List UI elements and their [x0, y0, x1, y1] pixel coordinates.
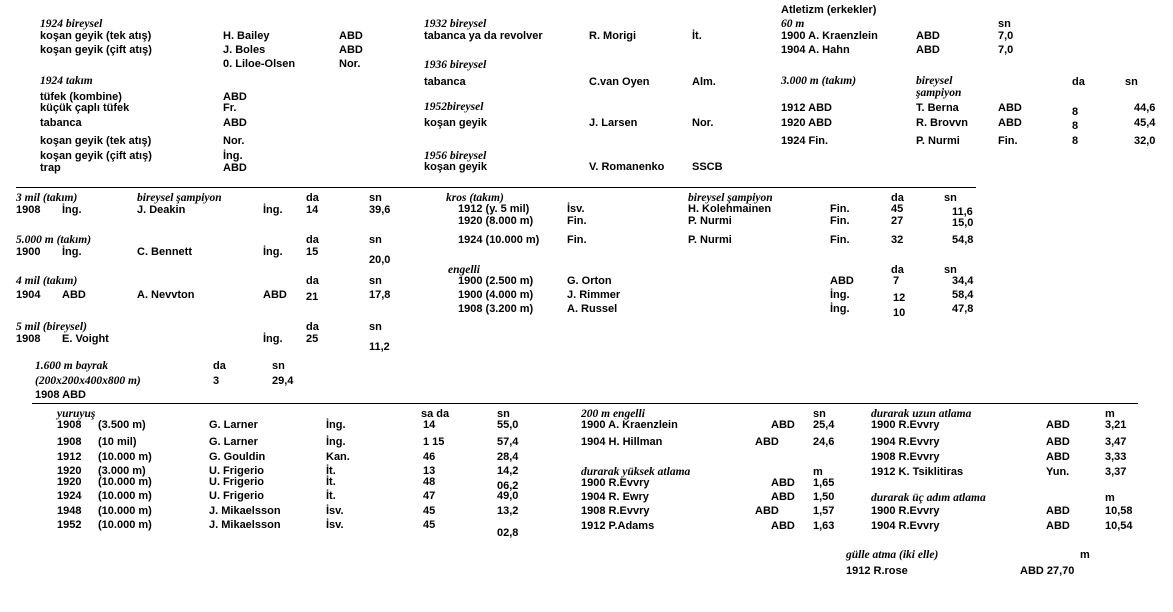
column-header: sa da: [421, 408, 450, 420]
distance: (3.500 m): [98, 419, 146, 431]
result-distance: 3,47: [1105, 436, 1127, 448]
result-distance: 1,65: [813, 477, 835, 489]
athlete-name: P. Nurmi: [688, 215, 732, 227]
country-code: ABD: [771, 477, 795, 489]
year: 1920 (8.000 m): [458, 215, 534, 227]
column-header: da: [306, 275, 319, 287]
result-minutes: 1 15: [423, 436, 445, 448]
country-code: ABD: [771, 491, 795, 503]
country-code: ABD: [998, 102, 1022, 114]
country-code: İng.: [223, 150, 243, 162]
result-time: 54,8: [952, 234, 974, 246]
country-code: ABD: [1046, 419, 1070, 431]
athlete-name: P. Nurmi: [916, 135, 960, 147]
result-minutes: 7: [893, 275, 900, 287]
section-heading: durarak yüksek atlama: [581, 466, 691, 478]
athlete-name: 1900 A. Kraenzlein: [781, 30, 878, 42]
column-header: sn: [944, 192, 957, 204]
athlete-name: T. Berna: [916, 102, 959, 114]
section-heading: durarak uzun atlama: [871, 408, 972, 420]
country-code: İng.: [326, 419, 346, 431]
country-code: İt.: [326, 476, 336, 488]
country-code: İng.: [830, 289, 850, 301]
country-code: İng.: [830, 303, 850, 315]
country-code: ABD: [771, 520, 795, 532]
result-distance: 3,37: [1105, 466, 1127, 478]
athlete-name: P. Nurmi: [688, 234, 732, 246]
result-minutes: 3: [213, 375, 220, 387]
result-minutes: 8: [1072, 120, 1079, 132]
distance: (10.000 m): [98, 519, 152, 531]
athlete-name: A. Russel: [567, 303, 618, 315]
section-subheading: bireysel şampiyon: [688, 192, 773, 204]
result-time: 44,6: [1134, 102, 1156, 114]
result-distance: 3,21: [1105, 419, 1127, 431]
athlete-name: U. Frigerio: [209, 490, 265, 502]
column-header: sn: [272, 360, 285, 372]
section-heading: 3 mil (takım): [16, 192, 78, 204]
section-subheading: bireysel: [916, 75, 953, 87]
team-name: ABD: [62, 289, 86, 301]
athlete-name: R. Morigi: [589, 30, 637, 42]
section-heading: 1936 bireysel: [424, 59, 487, 71]
country-code: ABD: [771, 419, 795, 431]
result-time: 55,0: [497, 419, 519, 431]
athlete-name: 1912 K. Tsiklitiras: [871, 466, 964, 478]
column-header: sn: [369, 321, 382, 333]
year: 1920: [57, 465, 82, 477]
country-code: ABD: [339, 44, 363, 56]
country-code: ABD: [339, 30, 363, 42]
result-minutes: 32: [891, 234, 904, 246]
result-time: 11,2: [369, 341, 390, 353]
athlete-name: 1908 R.Evvry: [581, 505, 650, 517]
event-label: trap: [40, 162, 61, 174]
country-code: Fin.: [830, 234, 850, 246]
country-code: ABD: [223, 117, 247, 129]
result-time: 24,6: [813, 436, 835, 448]
country-code: Nor.: [339, 58, 361, 70]
athlete-name: H. Kolehmainen: [688, 203, 772, 215]
result-time: 29,4: [272, 375, 294, 387]
country-code: ABD: [263, 289, 287, 301]
result-time: 11,6: [952, 206, 973, 218]
event-label: koşan geyik (tek atış): [40, 30, 152, 42]
event-label: koşan geyik (tek atış): [40, 135, 152, 147]
athlete-name: J. Rimmer: [567, 289, 621, 301]
athlete-name: C.van Oyen: [589, 76, 650, 88]
distance: (10.000 m): [98, 451, 152, 463]
athlete-name: 0. Liloe-Olsen: [223, 58, 296, 70]
event-label: koşan geyik (çift atış): [40, 44, 152, 56]
country-code: ABD: [916, 30, 940, 42]
team-name: Fin.: [567, 215, 587, 227]
athlete-name: 1908 R.Evvry: [871, 451, 940, 463]
year: 1908: [57, 419, 82, 431]
column-header: sn: [813, 408, 826, 420]
column-header: da: [306, 192, 319, 204]
result-minutes: 12: [893, 292, 906, 304]
distance: (3.000 m): [98, 465, 146, 477]
section-heading: 1924 bireysel: [40, 18, 103, 30]
result-time: 57,4: [497, 436, 519, 448]
team-name: 1920 ABD: [781, 117, 832, 129]
athlete-name: V. Romanenko: [589, 161, 665, 173]
section-heading: 1932 bireysel: [424, 18, 487, 30]
column-header: m: [1105, 492, 1115, 504]
year: 1952: [57, 519, 82, 531]
athlete-name: U. Frigerio: [209, 465, 265, 477]
athlete-name: 1912 R.rose: [846, 565, 908, 577]
event-label: küçük çaplı tüfek: [40, 102, 130, 114]
result-minutes: 48: [423, 476, 436, 488]
country-code: ABD: [998, 117, 1022, 129]
result-minutes: 25: [306, 333, 319, 345]
section-heading: 4 mil (takım): [16, 275, 78, 287]
country-code: Fin.: [830, 215, 850, 227]
athlete-name: J. Larsen: [589, 117, 638, 129]
athlete-name: A. Nevvton: [137, 289, 195, 301]
event-label: koşan geyik (çift atış): [40, 150, 152, 162]
column-header: sn: [998, 18, 1011, 30]
result-minutes: 47: [423, 490, 436, 502]
country-code: ABD: [755, 505, 779, 517]
country-code: İt.: [326, 490, 336, 502]
column-header: da: [213, 360, 226, 372]
country-code: İt.: [326, 465, 336, 477]
country-code: ABD: [223, 91, 247, 103]
event-label: tabanca: [40, 117, 82, 129]
result-time: 49,0: [497, 490, 519, 502]
column-header: da: [891, 264, 904, 276]
column-header: da: [306, 234, 319, 246]
athlete-name: 1900 A. Kraenzlein: [581, 419, 678, 431]
team-name: İng.: [62, 204, 82, 216]
result-time: 32,0: [1134, 135, 1156, 147]
athlete-name: 1904 H. Hillman: [581, 436, 663, 448]
section-subheading: (200x200x400x800 m): [35, 375, 141, 387]
athletics-title: Atletizm (erkekler): [781, 4, 877, 16]
section-heading: engelli: [448, 264, 480, 276]
result-minutes: 10: [893, 307, 906, 319]
country-code: ABD: [223, 162, 247, 174]
country-code: ABD: [1046, 520, 1070, 532]
column-header: m: [813, 466, 823, 478]
country-code: Fr.: [223, 102, 237, 114]
result-time: 20,0: [369, 254, 391, 266]
result-time: 34,4: [952, 275, 974, 287]
result-minutes: 8: [1072, 106, 1079, 118]
year: 1908: [57, 436, 82, 448]
country-code: Kan.: [326, 451, 350, 463]
column-header: m: [1080, 549, 1090, 561]
column-header: da: [1072, 76, 1085, 88]
column-header: sn: [369, 192, 382, 204]
result-time: 7,0: [998, 44, 1014, 56]
year: 1900 (2.500 m): [458, 275, 534, 287]
athlete-name: 1900 R.Evvry: [871, 419, 940, 431]
year: 1900 (4.000 m): [458, 289, 534, 301]
result-distance: 1,50: [813, 491, 835, 503]
distance: (10.000 m): [98, 490, 152, 502]
event-label: koşan geyik: [424, 117, 487, 129]
country-code: Nor.: [223, 135, 245, 147]
result-minutes: 45: [423, 505, 436, 517]
country-code: Alm.: [692, 76, 716, 88]
section-heading: 200 m engelli: [581, 408, 645, 420]
country-code: Yun.: [1046, 466, 1070, 478]
result-minutes: 15: [306, 246, 319, 258]
country-code: ABD: [830, 275, 854, 287]
athlete-name: U. Frigerio: [209, 476, 265, 488]
distance: (10.000 m): [98, 476, 152, 488]
athlete-name: H. Bailey: [223, 30, 270, 42]
athlete-name: C. Bennett: [137, 246, 192, 258]
athlete-name: G. Gouldin: [209, 451, 266, 463]
event-label: koşan geyik: [424, 161, 487, 173]
section-heading: 1924 takım: [40, 75, 93, 87]
team-name: 1908 ABD: [35, 389, 86, 401]
result-time: 02,8: [497, 527, 519, 539]
section-heading: 1.600 m bayrak: [35, 360, 109, 372]
result-time: 39,6: [369, 204, 391, 216]
column-header: da: [306, 321, 319, 333]
country-code: İng.: [326, 436, 346, 448]
athlete-name: 1900 R.Evvry: [871, 505, 940, 517]
country-code: İng.: [263, 204, 283, 216]
column-header: sn: [944, 264, 957, 276]
column-header: sn: [369, 275, 382, 287]
athlete-name: G. Larner: [209, 419, 258, 431]
athlete-name: J. Boles: [223, 44, 266, 56]
section-heading: 5 mil (bireysel): [16, 321, 87, 333]
athlete-name: 1904 R.Evvry: [871, 520, 940, 532]
column-header: sn: [369, 234, 382, 246]
section-divider: [16, 187, 976, 188]
result-minutes: 14: [306, 204, 319, 216]
result-minutes: 27: [891, 215, 904, 227]
year: 1924: [57, 490, 82, 502]
result-distance: 10,58: [1105, 505, 1133, 517]
column-header: da: [891, 192, 904, 204]
athlete-name: 1904 A. Hahn: [781, 44, 850, 56]
column-header: m: [1105, 408, 1115, 420]
team-name: 1912 ABD: [781, 102, 832, 114]
athlete-name: E. Voight: [62, 333, 109, 345]
result-distance: ABD 27,70: [1020, 565, 1075, 577]
year: 1924 (10.000 m): [458, 234, 540, 246]
result-minutes: 45: [423, 519, 436, 531]
athlete-name: G. Larner: [209, 436, 258, 448]
team-name: 1924 Fin.: [781, 135, 829, 147]
column-header: sn: [1125, 76, 1138, 88]
result-minutes: 21: [306, 291, 319, 303]
country-code: Fin.: [998, 135, 1018, 147]
result-time: 13,2: [497, 505, 519, 517]
event-label: tabanca: [424, 76, 466, 88]
section-divider: [32, 403, 1138, 404]
country-code: İsv.: [326, 519, 344, 531]
result-distance: 10,54: [1105, 520, 1133, 532]
section-heading: kros (takım): [446, 192, 504, 204]
section-subheading: şampiyon: [916, 87, 962, 99]
athlete-name: G. Orton: [567, 275, 612, 287]
year: 1912 (y. 5 mil): [458, 203, 530, 215]
section-heading: yuruyuş: [57, 408, 96, 420]
result-minutes: 14: [423, 419, 436, 431]
country-code: ABD: [755, 436, 779, 448]
section-heading: 60 m: [781, 18, 805, 30]
country-code: İt.: [692, 30, 702, 42]
country-code: İng.: [263, 246, 283, 258]
section-heading: 3.000 m (takım): [781, 75, 857, 87]
country-code: SSCB: [692, 161, 723, 173]
athlete-name: 1904 R. Ewry: [581, 491, 649, 503]
result-time: 47,8: [952, 303, 974, 315]
athlete-name: 1900 R.Evvry: [581, 477, 650, 489]
event-label: tüfek (kombine): [40, 91, 122, 103]
athlete-name: 1912 P.Adams: [581, 520, 655, 532]
section-heading: 5.000 m (takım): [16, 234, 92, 246]
result-distance: 1,63: [813, 520, 835, 532]
event-label: tabanca ya da revolver: [424, 30, 543, 42]
result-minutes: 8: [1072, 135, 1079, 147]
section-heading: 1952bireysel: [424, 101, 484, 113]
result-time: 45,4: [1134, 117, 1156, 129]
year: 1908 (3.200 m): [458, 303, 534, 315]
section-heading: durarak üç adım atlama: [871, 492, 986, 504]
athlete-name: 1904 R.Evvry: [871, 436, 940, 448]
country-code: Fin.: [830, 203, 850, 215]
column-header: sn: [497, 408, 510, 420]
country-code: ABD: [1046, 436, 1070, 448]
result-time: 15,0: [952, 217, 974, 229]
result-time: 14,2: [497, 465, 519, 477]
team-name: İsv.: [567, 203, 585, 215]
team-name: İng.: [62, 246, 82, 258]
year: 1908: [16, 204, 41, 216]
year: 1900: [16, 246, 41, 258]
year: 1908: [16, 333, 41, 345]
result-distance: 3,33: [1105, 451, 1127, 463]
year: 1912: [57, 451, 82, 463]
athlete-name: J. Mikaelsson: [209, 505, 281, 517]
section-subheading: bireysel şampiyon: [137, 192, 222, 204]
athlete-name: R. Brovvn: [916, 117, 968, 129]
section-heading: gülle atma (iki elle): [846, 549, 939, 561]
distance: (10.000 m): [98, 505, 152, 517]
result-time: 25,4: [813, 419, 835, 431]
result-minutes: 46: [423, 451, 436, 463]
result-time: 17,8: [369, 289, 391, 301]
country-code: Nor.: [692, 117, 714, 129]
country-code: ABD: [1046, 451, 1070, 463]
country-code: ABD: [1046, 505, 1070, 517]
country-code: ABD: [916, 44, 940, 56]
result-time: 28,4: [497, 451, 519, 463]
year: 1920: [57, 476, 82, 488]
athlete-name: J. Mikaelsson: [209, 519, 281, 531]
country-code: İng.: [263, 333, 283, 345]
result-time: 7,0: [998, 30, 1014, 42]
distance: (10 mil): [98, 436, 137, 448]
result-time: 06,2: [497, 480, 519, 492]
year: 1904: [16, 289, 41, 301]
result-distance: 1,57: [813, 505, 835, 517]
result-minutes: 13: [423, 465, 436, 477]
section-heading: 1956 bireysel: [424, 150, 487, 162]
country-code: İsv.: [326, 505, 344, 517]
athlete-name: J. Deakin: [137, 204, 186, 216]
result-time: 58,4: [952, 289, 974, 301]
year: 1948: [57, 505, 82, 517]
team-name: Fin.: [567, 234, 587, 246]
result-minutes: 45: [891, 203, 904, 215]
